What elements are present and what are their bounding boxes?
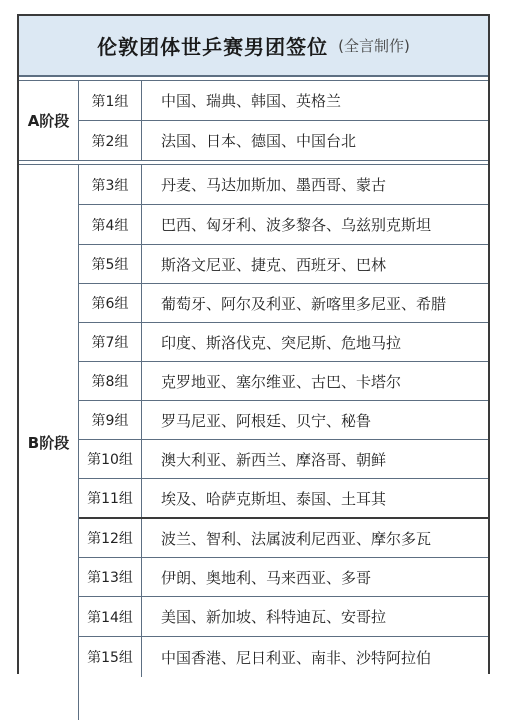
title-credit: (全言制作) (338, 37, 410, 55)
teams-cell: 罗马尼亚、阿根廷、贝宁、秘鲁 (161, 411, 372, 430)
group-cell: 第9组 (79, 401, 142, 439)
group-cell: 第3组 (79, 165, 142, 204)
table-row (79, 245, 488, 284)
table-row (79, 362, 488, 401)
stage-b (19, 165, 488, 685)
teams-cell: 埃及、哈萨克斯坦、泰国、土耳其 (161, 489, 387, 508)
teams-cell: 克罗地亚、塞尔维亚、古巴、卡塔尔 (161, 372, 402, 391)
table-row (79, 597, 488, 637)
group-cell: 第1组 (79, 81, 142, 120)
stage-a (19, 81, 488, 160)
table-row (79, 81, 488, 121)
table-row (79, 121, 488, 160)
teams-cell: 波兰、智利、法属波利尼西亚、摩尔多瓦 (161, 529, 432, 548)
teams-cell: 澳大利亚、新西兰、摩洛哥、朝鲜 (161, 450, 387, 469)
group-cell: 第2组 (79, 121, 142, 160)
teams-cell: 印度、斯洛伐克、突尼斯、危地马拉 (161, 333, 402, 352)
group-cell: 第13组 (79, 558, 142, 596)
teams-cell: 巴西、匈牙利、波多黎各、乌兹别克斯坦 (161, 216, 432, 234)
table-row (79, 637, 488, 677)
page-title: 伦敦团体世乒赛男团签位 (97, 35, 329, 59)
table-row (79, 519, 488, 558)
stage-label-b: B阶段 (19, 165, 79, 720)
group-cell: 第15组 (79, 637, 142, 677)
table-row (79, 284, 488, 323)
title-bar (19, 16, 488, 76)
teams-cell: 美国、新加坡、科特迪瓦、安哥拉 (161, 608, 387, 626)
group-cell: 第11组 (79, 479, 142, 517)
teams-cell: 丹麦、马达加斯加、墨西哥、蒙古 (161, 176, 387, 194)
group-cell: 第8组 (79, 362, 142, 400)
table-row (79, 401, 488, 440)
draw-table (17, 14, 490, 674)
table-row (79, 479, 488, 519)
group-cell: 第14组 (79, 597, 142, 636)
table-row (79, 205, 488, 245)
teams-cell: 中国香港、尼日利亚、南非、沙特阿拉伯 (161, 648, 432, 667)
group-cell: 第6组 (79, 284, 142, 322)
group-cell: 第12组 (79, 519, 142, 557)
teams-cell: 葡萄牙、阿尔及利亚、新喀里多尼亚、希腊 (161, 294, 447, 313)
teams-cell: 斯洛文尼亚、捷克、西班牙、巴林 (161, 255, 387, 274)
table-row (79, 323, 488, 362)
stage-label-a: A阶段 (19, 81, 79, 160)
teams-cell: 法国、日本、德国、中国台北 (161, 132, 357, 150)
teams-cell: 中国、瑞典、韩国、英格兰 (161, 92, 342, 110)
group-cell: 第5组 (79, 245, 142, 283)
table-row (79, 558, 488, 597)
group-cell: 第10组 (79, 440, 142, 478)
teams-cell: 伊朗、奥地利、马来西亚、多哥 (161, 568, 372, 587)
group-cell: 第4组 (79, 205, 142, 244)
group-cell: 第7组 (79, 323, 142, 361)
table-row (79, 165, 488, 205)
table-row (79, 440, 488, 479)
